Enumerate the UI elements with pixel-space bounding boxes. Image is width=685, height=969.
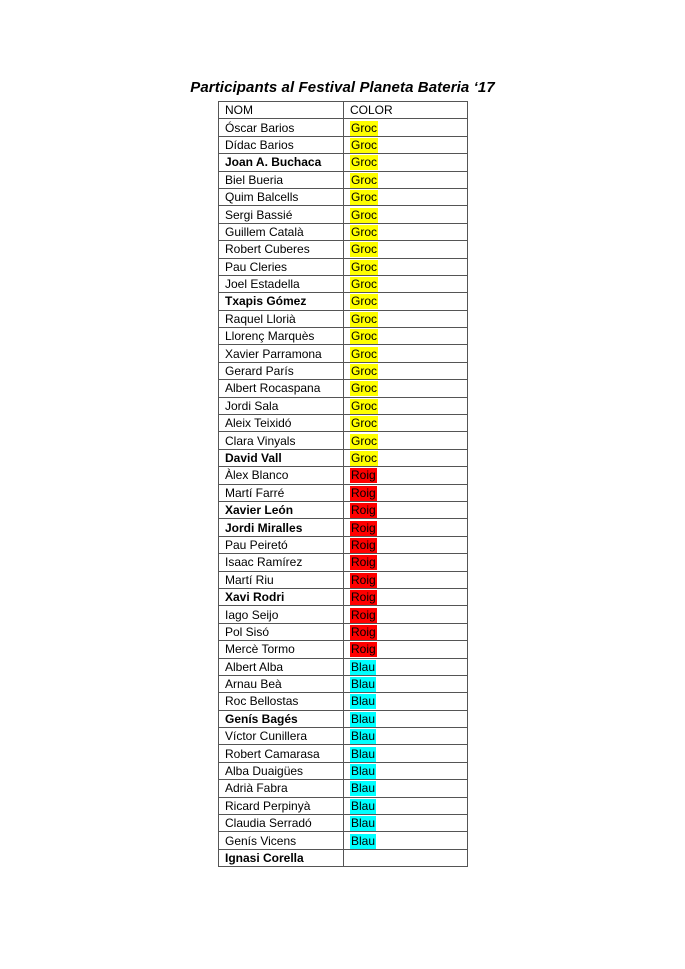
table-row xyxy=(219,119,468,136)
table-row xyxy=(219,397,468,414)
color-label: Roig xyxy=(351,520,376,535)
participant-name: Pol Sisó xyxy=(219,623,344,640)
participant-name: Clara Vinyals xyxy=(219,432,344,449)
color-label: Groc xyxy=(351,364,378,379)
color-label: Groc xyxy=(351,155,378,170)
table-body xyxy=(219,119,468,867)
color-cell xyxy=(344,397,468,414)
participant-name: Guillem Català xyxy=(219,223,344,240)
participant-name: Jordi Miralles xyxy=(219,519,344,536)
color-label: Blau xyxy=(351,816,376,831)
color-cell xyxy=(344,797,468,814)
color-label: Groc xyxy=(351,398,378,413)
participant-name: Martí Riu xyxy=(219,571,344,588)
color-cell xyxy=(344,623,468,640)
color-cell xyxy=(344,258,468,275)
table-row xyxy=(219,362,468,379)
color-label: Groc xyxy=(351,259,378,274)
color-label: Blau xyxy=(351,677,376,692)
color-cell xyxy=(344,188,468,205)
color-cell xyxy=(344,728,468,745)
color-label: Blau xyxy=(351,833,376,848)
color-label: Groc xyxy=(351,433,378,448)
participant-name: Víctor Cunillera xyxy=(219,728,344,745)
table-row xyxy=(219,815,468,832)
color-label: Groc xyxy=(351,137,378,152)
table-row xyxy=(219,832,468,849)
color-label: Groc xyxy=(351,224,378,239)
participant-name: Biel Bueria xyxy=(219,171,344,188)
participants-table xyxy=(218,101,468,867)
table-row xyxy=(219,328,468,345)
table-row xyxy=(219,293,468,310)
color-label: Roig xyxy=(351,572,376,587)
table-row xyxy=(219,258,468,275)
participant-name: Genís Vicens xyxy=(219,832,344,849)
participant-name: Xavi Rodri xyxy=(219,588,344,605)
participant-name: Genís Bagés xyxy=(219,710,344,727)
color-label: Blau xyxy=(351,764,376,779)
participant-name: Joel Estadella xyxy=(219,275,344,292)
table-row xyxy=(219,536,468,553)
participant-name: Xavier Parramona xyxy=(219,345,344,362)
color-label: Roig xyxy=(351,642,376,657)
color-cell xyxy=(344,693,468,710)
color-label: Groc xyxy=(351,346,378,361)
color-label: Groc xyxy=(351,311,378,326)
color-label: Roig xyxy=(351,590,376,605)
color-cell xyxy=(344,571,468,588)
color-cell xyxy=(344,780,468,797)
participant-name: Roc Bellostas xyxy=(219,693,344,710)
color-cell xyxy=(344,815,468,832)
participant-name: Llorenç Marquès xyxy=(219,328,344,345)
table-row xyxy=(219,693,468,710)
color-cell xyxy=(344,241,468,258)
color-label: Groc xyxy=(351,451,378,465)
participant-name: Óscar Barios xyxy=(219,119,344,136)
color-cell xyxy=(344,362,468,379)
color-label: Roig xyxy=(351,503,376,518)
table-row xyxy=(219,641,468,658)
table-row xyxy=(219,415,468,432)
participant-name: Iago Seijo xyxy=(219,606,344,623)
table-row xyxy=(219,241,468,258)
table-row xyxy=(219,310,468,327)
participant-name: Raquel Llorià xyxy=(219,310,344,327)
participant-name: Alba Duaigües xyxy=(219,762,344,779)
color-cell xyxy=(344,658,468,675)
color-cell xyxy=(344,606,468,623)
table-row xyxy=(219,571,468,588)
table-row xyxy=(219,206,468,223)
color-cell xyxy=(344,293,468,310)
participant-name: Sergi Bassié xyxy=(219,206,344,223)
color-cell xyxy=(344,467,468,484)
table-row xyxy=(219,849,468,866)
participant-name: David Vall xyxy=(219,449,344,466)
table-row xyxy=(219,188,468,205)
color-label: Groc xyxy=(351,190,378,205)
color-label: Groc xyxy=(351,277,378,292)
table-row xyxy=(219,710,468,727)
participant-name: Xavier León xyxy=(219,501,344,518)
table-row xyxy=(219,554,468,571)
color-cell xyxy=(344,536,468,553)
participant-name: Gerard París xyxy=(219,362,344,379)
table-row xyxy=(219,762,468,779)
color-label: Groc xyxy=(351,242,378,257)
participant-name: Claudia Serradó xyxy=(219,815,344,832)
color-cell xyxy=(344,310,468,327)
participant-name: Jordi Sala xyxy=(219,397,344,414)
color-cell xyxy=(344,449,468,466)
table-row xyxy=(219,223,468,240)
color-label: Roig xyxy=(351,624,376,639)
color-label: Groc xyxy=(351,381,378,396)
table-row xyxy=(219,658,468,675)
participant-name: Quim Balcells xyxy=(219,188,344,205)
color-cell xyxy=(344,345,468,362)
table-row xyxy=(219,588,468,605)
table-row xyxy=(219,501,468,518)
color-label: Groc xyxy=(351,207,378,222)
participant-name: Arnau Beà xyxy=(219,675,344,692)
table-row xyxy=(219,345,468,362)
participant-name: Isaac Ramírez xyxy=(219,554,344,571)
color-cell xyxy=(344,206,468,223)
participant-name: Ignasi Corella xyxy=(219,849,344,866)
color-cell xyxy=(344,119,468,136)
color-cell xyxy=(344,380,468,397)
color-label: Groc xyxy=(351,172,378,187)
table-row xyxy=(219,606,468,623)
color-label: Roig xyxy=(351,555,376,570)
color-cell xyxy=(344,554,468,571)
color-cell xyxy=(344,484,468,501)
color-label: Roig xyxy=(351,485,376,500)
table-row xyxy=(219,432,468,449)
color-label: Groc xyxy=(351,329,378,344)
color-label: Blau xyxy=(351,781,376,796)
table-row xyxy=(219,745,468,762)
header-row xyxy=(219,102,468,119)
color-cell xyxy=(344,762,468,779)
participant-name: Albert Alba xyxy=(219,658,344,675)
color-label: Groc xyxy=(351,120,378,135)
color-cell xyxy=(344,275,468,292)
table-row xyxy=(219,136,468,153)
color-cell xyxy=(344,745,468,762)
color-label: Blau xyxy=(351,659,376,674)
participant-name: Albert Rocaspana xyxy=(219,380,344,397)
table-row xyxy=(219,519,468,536)
color-cell xyxy=(344,501,468,518)
color-cell xyxy=(344,519,468,536)
participant-name: Martí Farré xyxy=(219,484,344,501)
color-cell xyxy=(344,832,468,849)
table-row xyxy=(219,467,468,484)
color-label: Groc xyxy=(351,416,378,431)
participant-name: Txapis Gómez xyxy=(219,293,344,310)
color-label: Blau xyxy=(351,711,376,726)
color-label: Blau xyxy=(351,746,376,761)
participant-name: Adrià Fabra xyxy=(219,780,344,797)
color-label: Roig xyxy=(351,537,376,552)
color-label: Roig xyxy=(351,607,376,622)
color-cell xyxy=(344,641,468,658)
color-cell xyxy=(344,432,468,449)
color-cell xyxy=(344,675,468,692)
table-row xyxy=(219,623,468,640)
color-cell xyxy=(344,154,468,171)
color-cell xyxy=(344,710,468,727)
participant-name: Joan A. Buchaca xyxy=(219,154,344,171)
participant-name: Mercè Tormo xyxy=(219,641,344,658)
color-cell xyxy=(344,223,468,240)
color-cell xyxy=(344,588,468,605)
participant-name: Aleix Teixidó xyxy=(219,415,344,432)
table-row xyxy=(219,380,468,397)
participant-name: Pau Peiretó xyxy=(219,536,344,553)
table-row xyxy=(219,275,468,292)
table-row xyxy=(219,484,468,501)
column-header-name: NOM xyxy=(219,102,344,119)
participant-name: Robert Cuberes xyxy=(219,241,344,258)
table-row xyxy=(219,728,468,745)
color-cell xyxy=(344,171,468,188)
page-title: Participants al Festival Planeta Bateria ‘17 xyxy=(190,79,495,96)
participant-name: Dídac Barios xyxy=(219,136,344,153)
table-row xyxy=(219,780,468,797)
participant-name: Robert Camarasa xyxy=(219,745,344,762)
column-header-color: COLOR xyxy=(344,102,468,119)
color-label: Groc xyxy=(351,294,378,309)
color-label: Blau xyxy=(351,798,376,813)
table-row xyxy=(219,797,468,814)
color-cell xyxy=(344,136,468,153)
color-label: Blau xyxy=(351,729,376,744)
table-row xyxy=(219,675,468,692)
color-label: Blau xyxy=(351,694,376,709)
table-row xyxy=(219,171,468,188)
participant-name: Pau Cleries xyxy=(219,258,344,275)
color-cell xyxy=(344,849,468,866)
participant-name: Àlex Blanco xyxy=(219,467,344,484)
color-cell xyxy=(344,415,468,432)
participant-name: Ricard Perpinyà xyxy=(219,797,344,814)
table-row xyxy=(219,154,468,171)
color-label: Roig xyxy=(351,468,376,483)
color-cell xyxy=(344,328,468,345)
table-row xyxy=(219,449,468,466)
